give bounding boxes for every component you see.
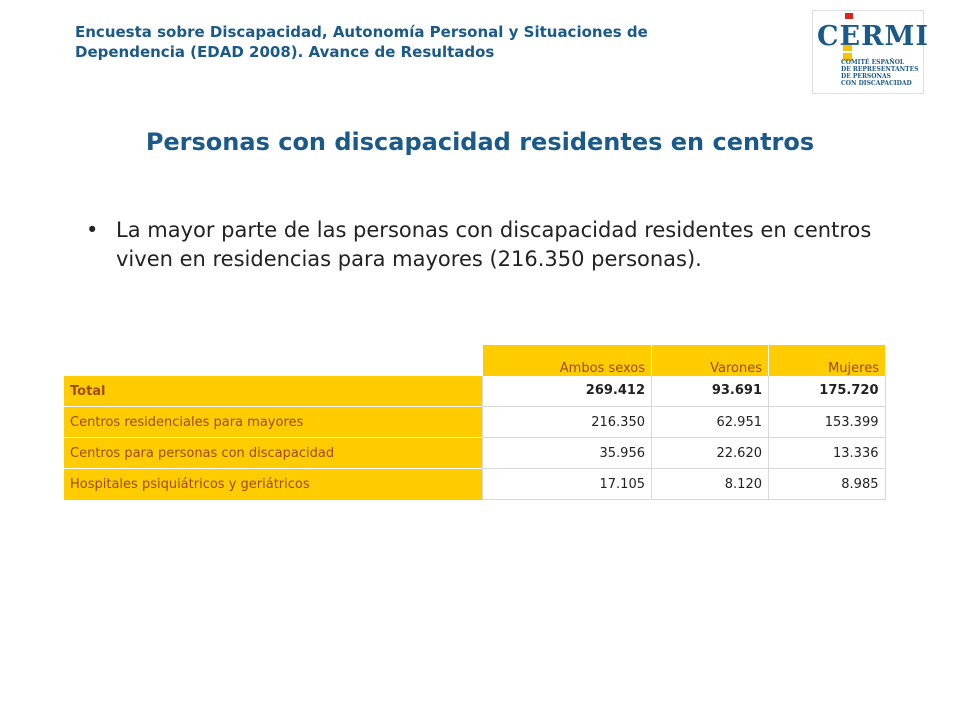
logo-subtitle xyxy=(841,59,921,87)
bullet-dot: • xyxy=(86,218,99,242)
cell-value: 17.105 xyxy=(483,469,652,500)
bullet-text: La mayor parte de las personas con discapacidad residentes en centros viven en residencias para mayores (216.350 personas). xyxy=(116,218,872,271)
table-row xyxy=(64,407,885,438)
cell-value: 8.120 xyxy=(652,469,769,500)
cell-value: 216.350 xyxy=(483,407,652,438)
logo-sub-line1: COMITÉ ESPAÑOL xyxy=(841,59,905,66)
header-varones: Varones xyxy=(652,345,769,376)
row-label: Centros para personas con discapacidad xyxy=(64,438,483,469)
logo-sub-line4: CON DISCAPACIDAD xyxy=(841,80,912,87)
table-corner xyxy=(64,345,483,376)
page-title: Personas con discapacidad residentes en centros xyxy=(145,128,815,156)
cell-value: 93.691 xyxy=(652,376,769,407)
data-table xyxy=(64,345,886,500)
header-title-line2: Dependencia (EDAD 2008). Avance de Resultados xyxy=(75,43,495,61)
cell-value: 22.620 xyxy=(652,438,769,469)
row-label: Total xyxy=(64,376,483,407)
cell-value: 153.399 xyxy=(769,407,886,438)
row-label: Hospitales psiquiátricos y geriátricos xyxy=(64,469,483,500)
cell-value: 175.720 xyxy=(769,376,886,407)
logo-sub-line3: DE PERSONAS xyxy=(841,73,891,80)
table-header-row xyxy=(64,345,885,376)
header-ambos-sexos: Ambos sexos xyxy=(483,345,652,376)
header-title-line1: Encuesta sobre Discapacidad, Autonomía Personal y Situaciones de xyxy=(75,23,648,41)
cell-value: 35.956 xyxy=(483,438,652,469)
cell-value: 13.336 xyxy=(769,438,886,469)
table-row xyxy=(64,438,885,469)
logo-word: CERMI xyxy=(817,21,930,52)
logo-sub-line2: DE REPRESENTANTES xyxy=(841,66,919,73)
cell-value: 62.951 xyxy=(652,407,769,438)
cermi-logo xyxy=(812,10,930,94)
table-row xyxy=(64,469,885,500)
row-label: Centros residenciales para mayores xyxy=(64,407,483,438)
cell-value: 269.412 xyxy=(483,376,652,407)
cell-value: 8.985 xyxy=(769,469,886,500)
header-mujeres: Mujeres xyxy=(769,345,886,376)
table-row xyxy=(64,376,885,407)
bullet-item xyxy=(86,216,876,274)
header-title xyxy=(75,22,735,62)
